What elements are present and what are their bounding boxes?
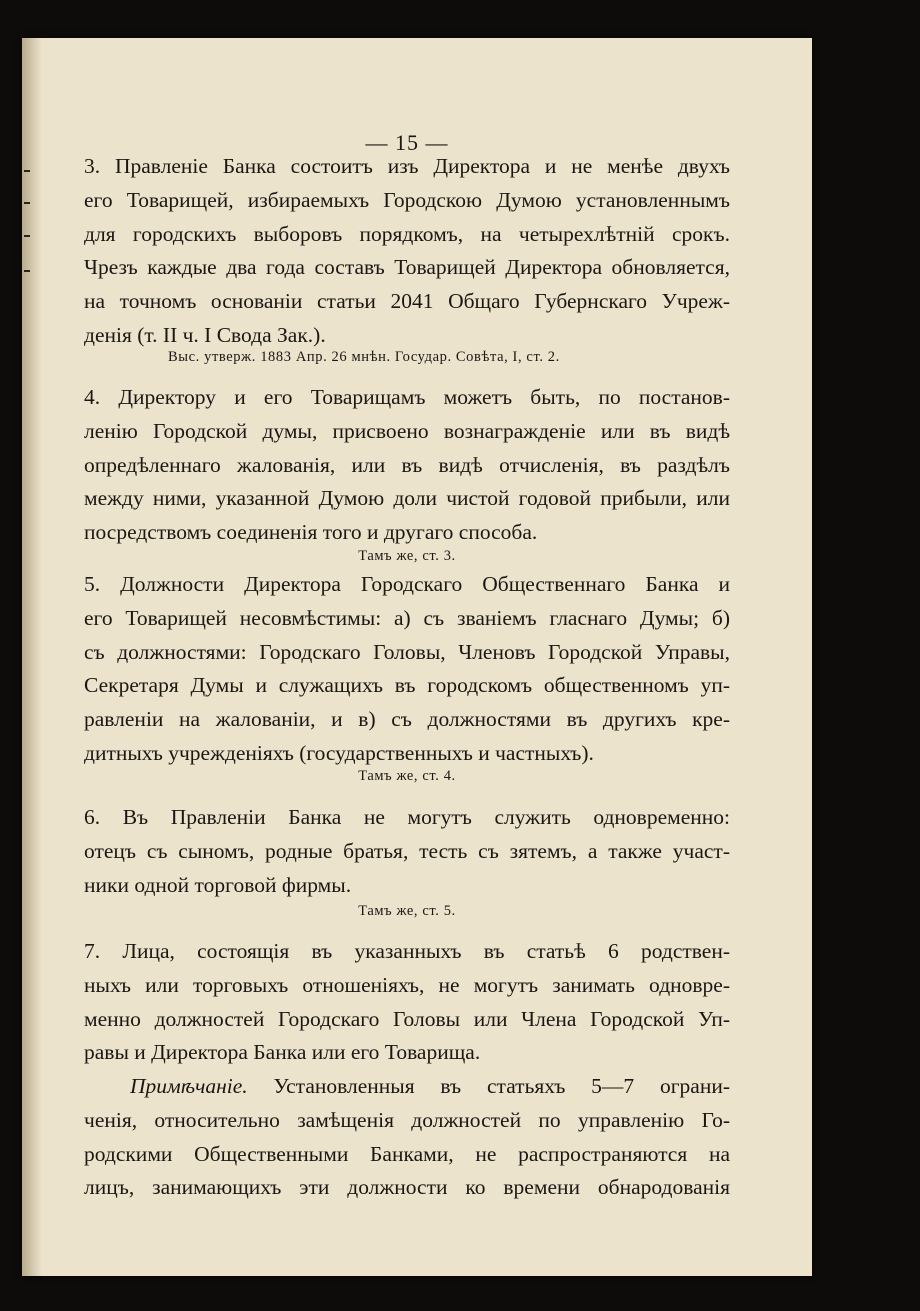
note-label: Примѣчаніе. xyxy=(130,1074,248,1098)
text-line: его Товарищей, избираемыхъ Городскою Думою установленнымъ xyxy=(84,187,730,212)
note-first-line xyxy=(84,1070,730,1104)
article-3 xyxy=(84,150,730,353)
page-number: — 15 — xyxy=(365,130,449,155)
edge-mark xyxy=(24,170,30,172)
text-line: посредствомъ соединенія того и другаго способа. xyxy=(84,520,538,545)
text-line: Чрезъ каждые два года составъ Товарищей Директора обновляется, xyxy=(84,255,730,280)
text-line: 7. Лица, состоящія въ указанныхъ въ статьѣ 6 родствен- xyxy=(84,939,730,963)
text-line: Секретаря Думы и служащихъ въ городскомъ общественномъ уп- xyxy=(84,673,730,698)
text-line: отецъ съ сыномъ, родные братья, тесть съ зятемъ, а также участ- xyxy=(84,838,730,863)
edge-mark xyxy=(24,270,30,272)
text-line: 5. Должности Директора Городскаго Общественнаго Банка и xyxy=(84,572,730,596)
citation: Тамъ же, ст. 5. xyxy=(358,903,456,919)
text-line: съ должностями: Городскаго Головы, Членовъ Городской Управы, xyxy=(84,639,730,664)
text-line: дитныхъ учрежденіяхъ (государственныхъ и частныхъ). xyxy=(84,740,594,765)
text-line: равленіи на жалованіи, и в) съ должностями въ другихъ кре- xyxy=(84,707,730,732)
text-line: ныхъ или торговыхъ отношеніяхъ, не могутъ занимать одновре- xyxy=(84,972,730,997)
text-line: на точномъ основаніи статьи 2041 Общаго Губернскаго Учреж- xyxy=(84,289,730,314)
text-line: 3. Правленіе Банка состоитъ изъ Директора и не менѣе двухъ xyxy=(84,154,730,178)
article-7 xyxy=(84,935,730,1070)
article-4 xyxy=(84,381,730,550)
text-line: лицъ, занимающихъ эти должности ко времени обнародованія xyxy=(84,1175,730,1200)
note-text: Установленныя въ статьяхъ 5—7 ограни- xyxy=(273,1074,731,1098)
page-gutter xyxy=(22,38,42,1276)
text-line: ченія, относительно замѣщенія должностей по управленію Го- xyxy=(84,1107,730,1132)
text-line: менно должностей Городскаго Головы или Члена Городской Уп- xyxy=(84,1006,730,1031)
text-line: равы и Директора Банка или его Товарища. xyxy=(84,1040,481,1065)
citation: Тамъ же, ст. 3. xyxy=(358,548,456,564)
edge-mark xyxy=(24,202,30,204)
text-line: 6. Въ Правленіи Банка не могутъ служить одновременно: xyxy=(84,805,730,829)
text-line: опредѣленнаго жалованія, или въ видѣ отчисленія, въ раздѣлъ xyxy=(84,452,730,477)
article-5 xyxy=(84,568,730,771)
text-line: ленію Городской думы, присвоено вознагражденіе или въ видѣ xyxy=(84,418,730,443)
book-page xyxy=(22,38,812,1276)
text-line: для городскихъ выборовъ порядкомъ, на четырехлѣтній срокъ. xyxy=(84,221,730,246)
text-line: родскими Общественными Банками, не распространяются на xyxy=(84,1141,730,1166)
article-6 xyxy=(84,801,730,902)
citation: Выс. утверж. 1883 Апр. 26 мнѣн. Государ. Совѣта, I, ст. 2. xyxy=(168,349,560,365)
text-line: денія (т. II ч. I Свода Зак.). xyxy=(84,322,326,347)
text-line: 4. Директору и его Товарищамъ можетъ быть, по постанов- xyxy=(84,385,730,409)
note xyxy=(84,1070,730,1205)
text-line: ники одной торговой фирмы. xyxy=(84,872,352,897)
text-line: его Товарищей несовмѣстимы: а) съ званіемъ гласнаго Думы; б) xyxy=(84,605,730,630)
citation: Тамъ же, ст. 4. xyxy=(358,768,456,784)
text-line: между ними, указанной Думою доли чистой годовой прибыли, или xyxy=(84,486,730,511)
edge-mark xyxy=(24,235,30,237)
